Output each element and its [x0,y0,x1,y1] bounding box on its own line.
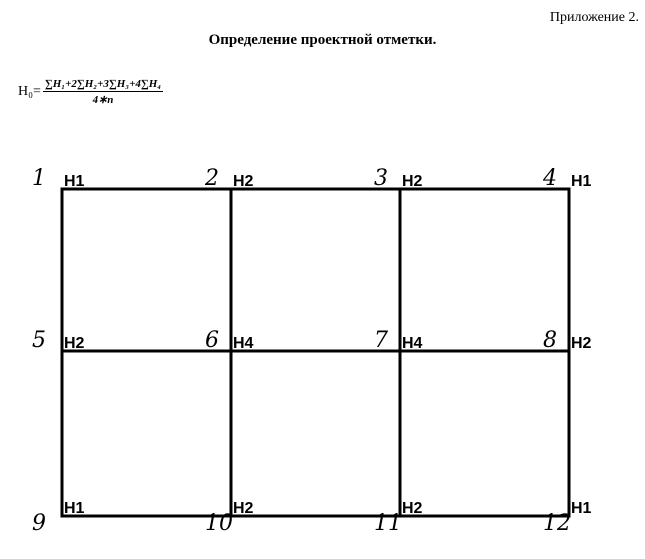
node-elevation-label: H2 [233,173,254,190]
formula-denominator: 4∗n [92,94,114,106]
node-number: 1 [32,166,46,191]
node-elevation-label: H2 [64,335,85,352]
node-number: 5 [32,328,46,353]
node-elevation-label: H2 [402,173,423,190]
node-number: 8 [543,328,557,353]
node-number: 10 [205,511,233,536]
node-elevation-label: H2 [571,335,592,352]
node-number: 6 [205,328,219,353]
node-number: 3 [374,166,388,191]
formula-numerator: ∑H₁+2∑H₂+3∑H₃+4∑H₄ [44,78,162,90]
node-number: 12 [543,511,571,536]
appendix-label: Приложение 2. [549,10,639,25]
node-number: 4 [543,166,557,191]
grid-lines [62,189,569,516]
document-title: Определение проектной отметки. [208,32,437,48]
node-number: 11 [374,511,402,536]
node-elevation-label: H1 [571,173,592,190]
node-elevation-label: H2 [233,500,254,517]
node-elevation-label: H1 [64,500,85,517]
node-elevation-label: H4 [233,335,254,352]
node-number: 7 [374,328,388,353]
node-elevation-label: H1 [571,500,592,517]
node-elevation-label: H1 [64,173,85,190]
node-number: 2 [205,166,219,191]
node-number: 9 [32,511,46,536]
node-elevation-label: H2 [402,500,423,517]
formula-lhs: H₀= [18,84,41,99]
node-elevation-label: H4 [402,335,423,352]
